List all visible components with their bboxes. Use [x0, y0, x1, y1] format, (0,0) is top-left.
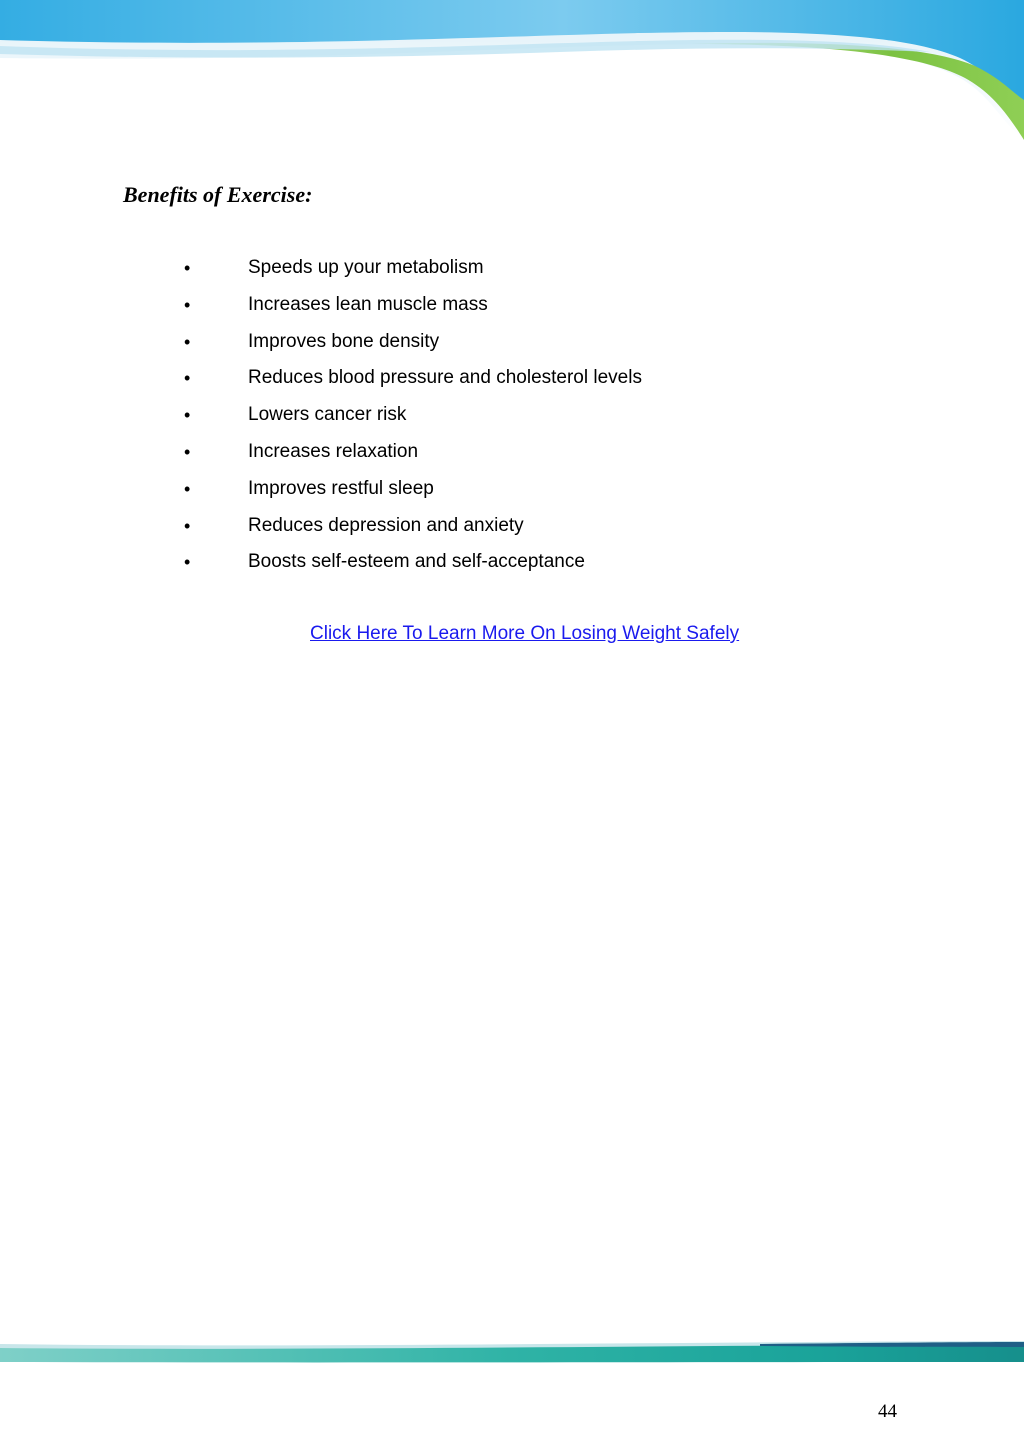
- bullet-icon: •: [184, 331, 191, 352]
- bullet-icon: •: [184, 405, 191, 426]
- page-heading: Benefits of Exercise:: [123, 182, 313, 207]
- benefit-text: Increases relaxation: [248, 440, 419, 462]
- benefits-list: [0, 254, 760, 585]
- benefit-text: Reduces depression and anxiety: [248, 514, 524, 536]
- footer-wave-banner: [0, 1336, 1024, 1370]
- list-item: [0, 401, 760, 438]
- bullet-icon: •: [184, 478, 191, 499]
- list-item: [0, 254, 760, 291]
- header-wave-banner: [0, 0, 1024, 140]
- benefit-text: Lowers cancer risk: [248, 404, 407, 426]
- bullet-icon: •: [184, 552, 191, 573]
- list-item: [0, 512, 760, 549]
- page-number: 44: [878, 1401, 897, 1422]
- benefit-text: Boosts self-esteem and self-acceptance: [248, 551, 585, 573]
- list-item: [0, 475, 760, 512]
- list-item: [0, 328, 760, 365]
- benefit-text: Improves restful sleep: [248, 477, 434, 499]
- bullet-icon: •: [184, 294, 191, 315]
- benefit-text: Improves bone density: [248, 330, 440, 352]
- list-item: [0, 548, 760, 585]
- list-item: [0, 291, 760, 328]
- list-item: [0, 364, 760, 401]
- bullet-icon: •: [184, 368, 191, 389]
- benefit-text: Speeds up your metabolism: [248, 257, 484, 278]
- list-item: [0, 438, 760, 475]
- bullet-icon: •: [184, 258, 191, 278]
- learn-more-link[interactable]: Click Here To Learn More On Losing Weight Safely: [310, 623, 740, 644]
- bullet-icon: •: [184, 441, 191, 462]
- benefit-text: Increases lean muscle mass: [248, 293, 488, 315]
- benefit-text: Reduces blood pressure and cholesterol levels: [248, 367, 642, 389]
- bullet-icon: •: [184, 515, 191, 536]
